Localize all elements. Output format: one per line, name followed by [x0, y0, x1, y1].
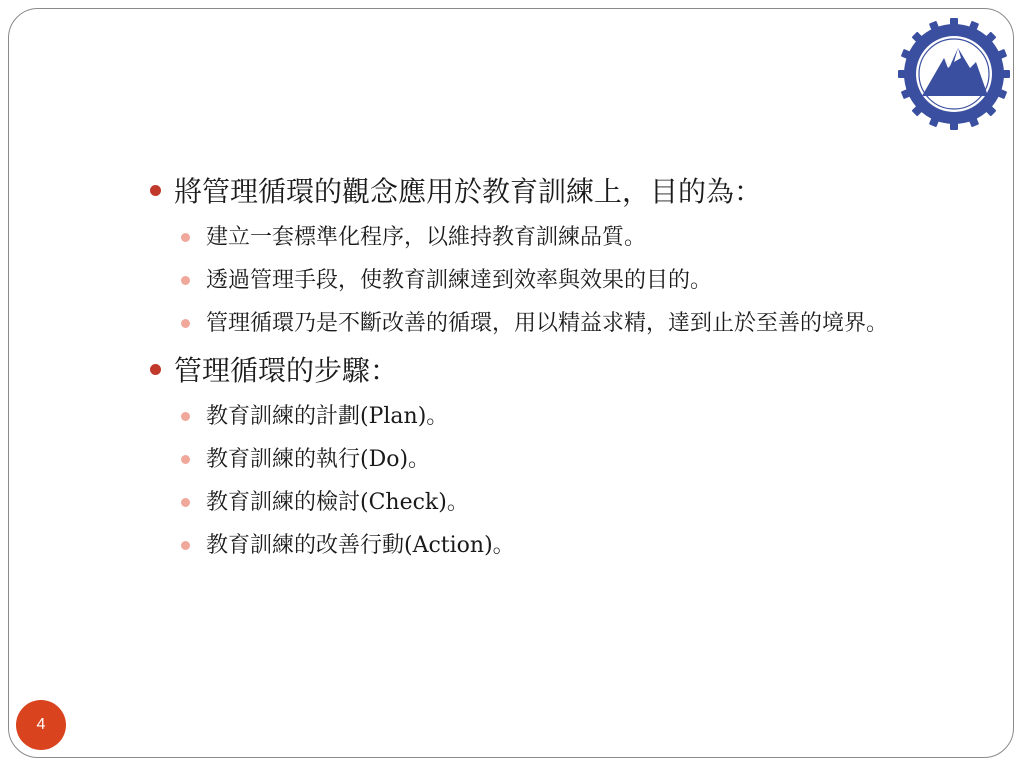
list-item	[148, 401, 958, 433]
section-heading-2	[148, 351, 958, 391]
list-item-text: 透過管理手段，使教育訓練達到效率與效果的目的。	[206, 268, 713, 293]
slide-content	[148, 172, 958, 573]
gear-emblem-icon	[898, 18, 1010, 130]
section-heading-1	[148, 172, 958, 212]
bullet-icon	[181, 498, 190, 507]
list-item	[148, 222, 958, 254]
list-item-text: 教育訓練的檢討(Check)。	[206, 490, 469, 515]
bullet-icon	[181, 233, 190, 242]
list-item	[148, 265, 958, 297]
bullet-icon	[181, 412, 190, 421]
bullet-icon	[181, 541, 190, 550]
list-item	[148, 308, 958, 340]
bullet-icon	[150, 364, 161, 375]
list-item-text: 管理循環乃是不斷改善的循環，用以精益求精，達到止於至善的境界。	[206, 311, 889, 336]
list-item	[148, 530, 958, 562]
list-item	[148, 444, 958, 476]
list-item-text: 教育訓練的計劃(Plan)。	[206, 404, 449, 429]
heading-text: 將管理循環的觀念應用於教育訓練上，目的為：	[174, 175, 763, 208]
school-logo	[898, 18, 1010, 130]
page-number: 4	[36, 716, 46, 733]
list-item-text: 建立一套標準化程序，以維持教育訓練品質。	[206, 225, 647, 250]
page-number-badge	[16, 700, 66, 750]
list-item	[148, 487, 958, 519]
bullet-icon	[150, 185, 161, 196]
bullet-icon	[181, 276, 190, 285]
heading-text: 管理循環的步驟：	[174, 354, 399, 387]
list-item-text: 教育訓練的改善行動(Action)。	[206, 533, 515, 558]
bullet-icon	[181, 319, 190, 328]
list-item-text: 教育訓練的執行(Do)。	[206, 447, 431, 472]
bullet-icon	[181, 455, 190, 464]
